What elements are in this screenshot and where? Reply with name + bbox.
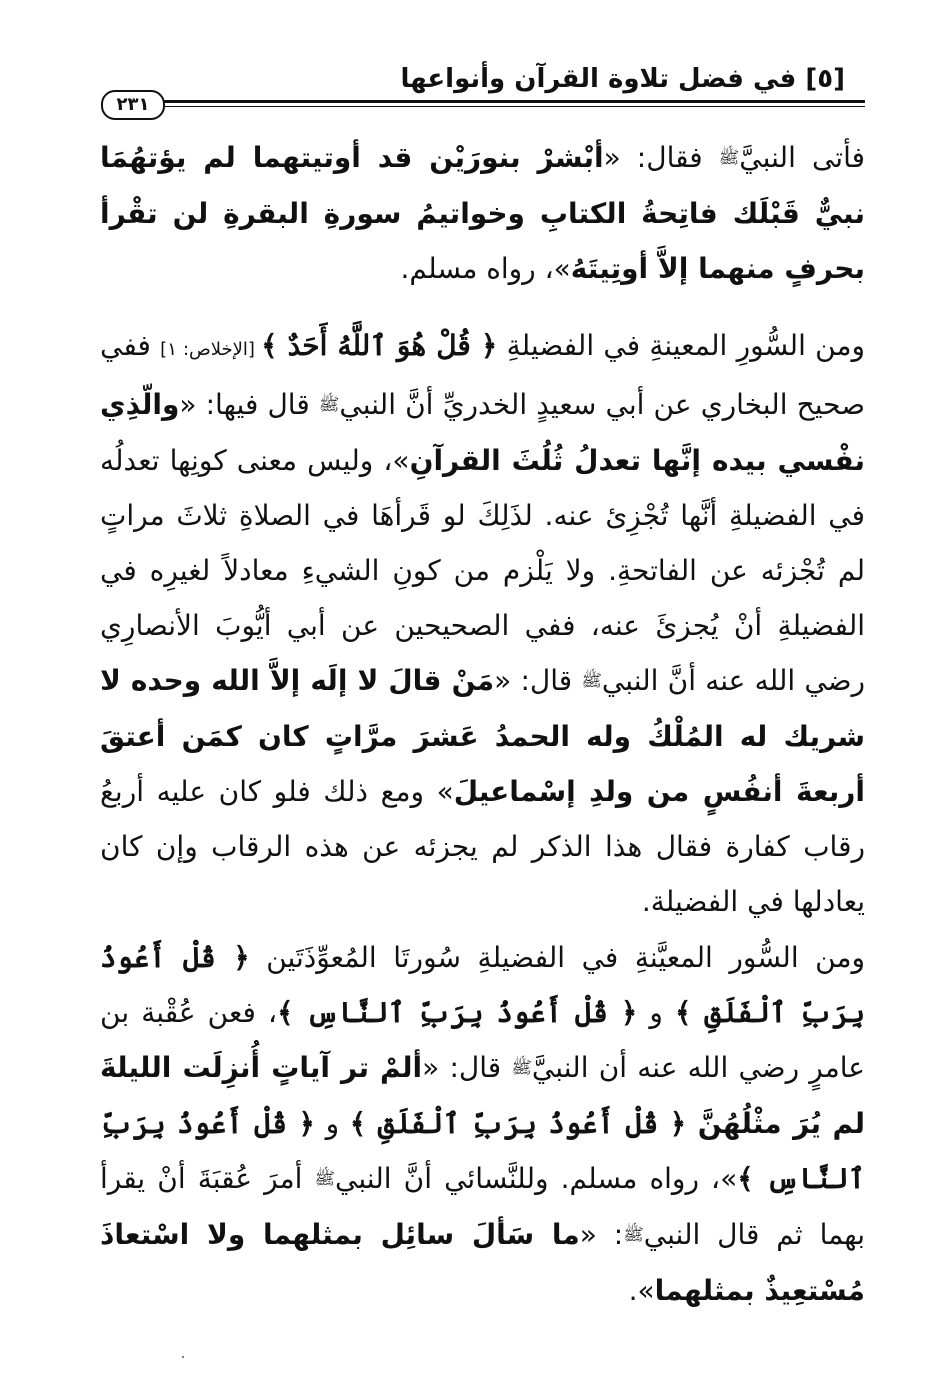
paragraph-2-block: [100, 318, 865, 929]
paragraph-1: [100, 130, 865, 296]
chapter-title: [٥] في فضل تلاوة القرآن وأنواعها: [400, 64, 845, 94]
honorific-glyph: ﷺ: [511, 1058, 532, 1078]
text-run: » ومع ذلك فلو كان عليه أربعُ رقاب كفارة فقال هذا الذكر لم يجزئه عن هذه الرقاب وإن كان يعادلها في الفضيلة.: [100, 775, 865, 918]
paragraph-3-block: [100, 930, 865, 1318]
header-rule-thin: [163, 106, 865, 107]
text-run: قال: «: [494, 664, 582, 697]
verse-reference: [الإخلاص: ١]: [160, 339, 262, 360]
text-run: فأتى النبيَّ: [739, 141, 865, 174]
honorific-glyph: ﷺ: [623, 1225, 644, 1245]
page-number: ٢٣١: [101, 90, 165, 120]
text-run: قال: «: [422, 1051, 512, 1084]
quran-verse: ﴿ قُلْ هُوَ ٱللَّهُ أَحَدٌ ﴾: [261, 329, 498, 362]
text-run: ومن السُّورِ المعينةِ في الفضيلةِ: [497, 329, 865, 362]
text-run: : «: [579, 1218, 624, 1251]
header-rule-thick: [163, 100, 865, 103]
running-header: [95, 60, 865, 120]
text-run: ، فعن عُقْبة بن عامرٍ رضي الله عنه أن النبيَّ: [100, 996, 865, 1084]
quran-verse: ﴿ قُلْ أَعُوذُ بِرَبِّ ٱلنَّاسِ ﴾: [277, 996, 638, 1029]
text-run: »، رواه مسلم. وللنَّسائي أنَّ النبي: [335, 1162, 738, 1195]
honorific-glyph: ﷺ: [581, 671, 602, 691]
quran-verse: ﴿ قُلْ أَعُوذُ بِرَبِّ ٱلنَّاسِ ﴾: [100, 1107, 866, 1195]
text-run: »، وليس معنى كونِها تعدلُه في الفضيلةِ أنَّها تُجْزِئ عنه. لذَلِكَ لو قَرأهَا في الصلاةِ ثلاثَ مراتٍ لم تُجْزئه عن الفاتحةِ. ولا يَلْزم من كونِ الشيءِ معادلاً لغيرِه في الفضيلةِ أنْ يُجزئَ عنه، ففي الصحيحين عن أبي أيُّوبَ الأنصارِي رضي الله عنه أنَّ النبي: [100, 444, 866, 697]
quran-verse: ﴿ قُلْ أَعُوذُ بِرَبِّ ٱلْفَلَقِ ﴾: [100, 941, 866, 1029]
text-run: أمرَ عُقبَةَ أنْ يقرأ بهما ثم قال النبي: [100, 1162, 865, 1251]
text-run: ومن السُّور المعيَّنةِ في الفضيلةِ سُورتَا المُعوِّذَتَين: [249, 941, 865, 974]
hadith-quote: مَنْ قالَ لا إلَه إلاَّ الله وحده لا شريك له المُلْكُ وله الحمدُ عَشرَ مرَّاتٍ كان كمَن أعتقَ أربعةَ أنفُسٍ من ولدِ إسْماعيلَ: [100, 664, 865, 808]
text-run: و: [314, 1107, 350, 1140]
text-run: و: [637, 996, 675, 1029]
paragraph-3: [100, 930, 865, 1318]
paragraph-1-block: [100, 130, 865, 296]
quran-verse: ﴿ قُلْ أَعُوذُ بِرَبِّ ٱلْفَلَقِ ﴾: [349, 1107, 698, 1140]
hadith-quote: ألمْ تر آياتٍ أُنزِلَت الليلةَ لم يُرَ مثْلُهُنَّ: [100, 1051, 865, 1140]
text-run: قال فيها: «: [179, 388, 319, 421]
text-run: فقال: «: [603, 141, 719, 174]
stray-mark: [182, 1356, 184, 1358]
text-run: »، رواه مسلم.: [400, 252, 571, 285]
honorific-glyph: ﷺ: [318, 395, 340, 415]
text-run: ».: [628, 1274, 655, 1307]
hadith-quote: أبْشرْ بنورَيْن قد أوتيتهما لم يؤتهُمَا نبيٌّ قَبْلَك فاتِحةُ الكتابِ وخواتيمُ سورةِ البقرةِ لن تقْرأ بحرفٍ منهما إلاَّ أوتِيتَهُ: [100, 141, 865, 285]
honorific-glyph: ﷺ: [314, 1169, 336, 1189]
paragraph-2: [100, 318, 865, 929]
text-run: ففي صحيح البخاري عن أبي سعيدٍ الخدريِّ أنَّ النبي: [100, 329, 866, 421]
honorific-glyph: ﷺ: [718, 148, 740, 168]
hadith-quote: ما سَألَ سائِل بمثلهما ولا اسْتعاذَ مُسْتعِيذٌ بمثلهما: [100, 1218, 865, 1307]
hadith-quote: والّذِي نفْسي بيده إنَّها تعدلُ ثُلُثَ القرآنِ: [100, 388, 866, 477]
